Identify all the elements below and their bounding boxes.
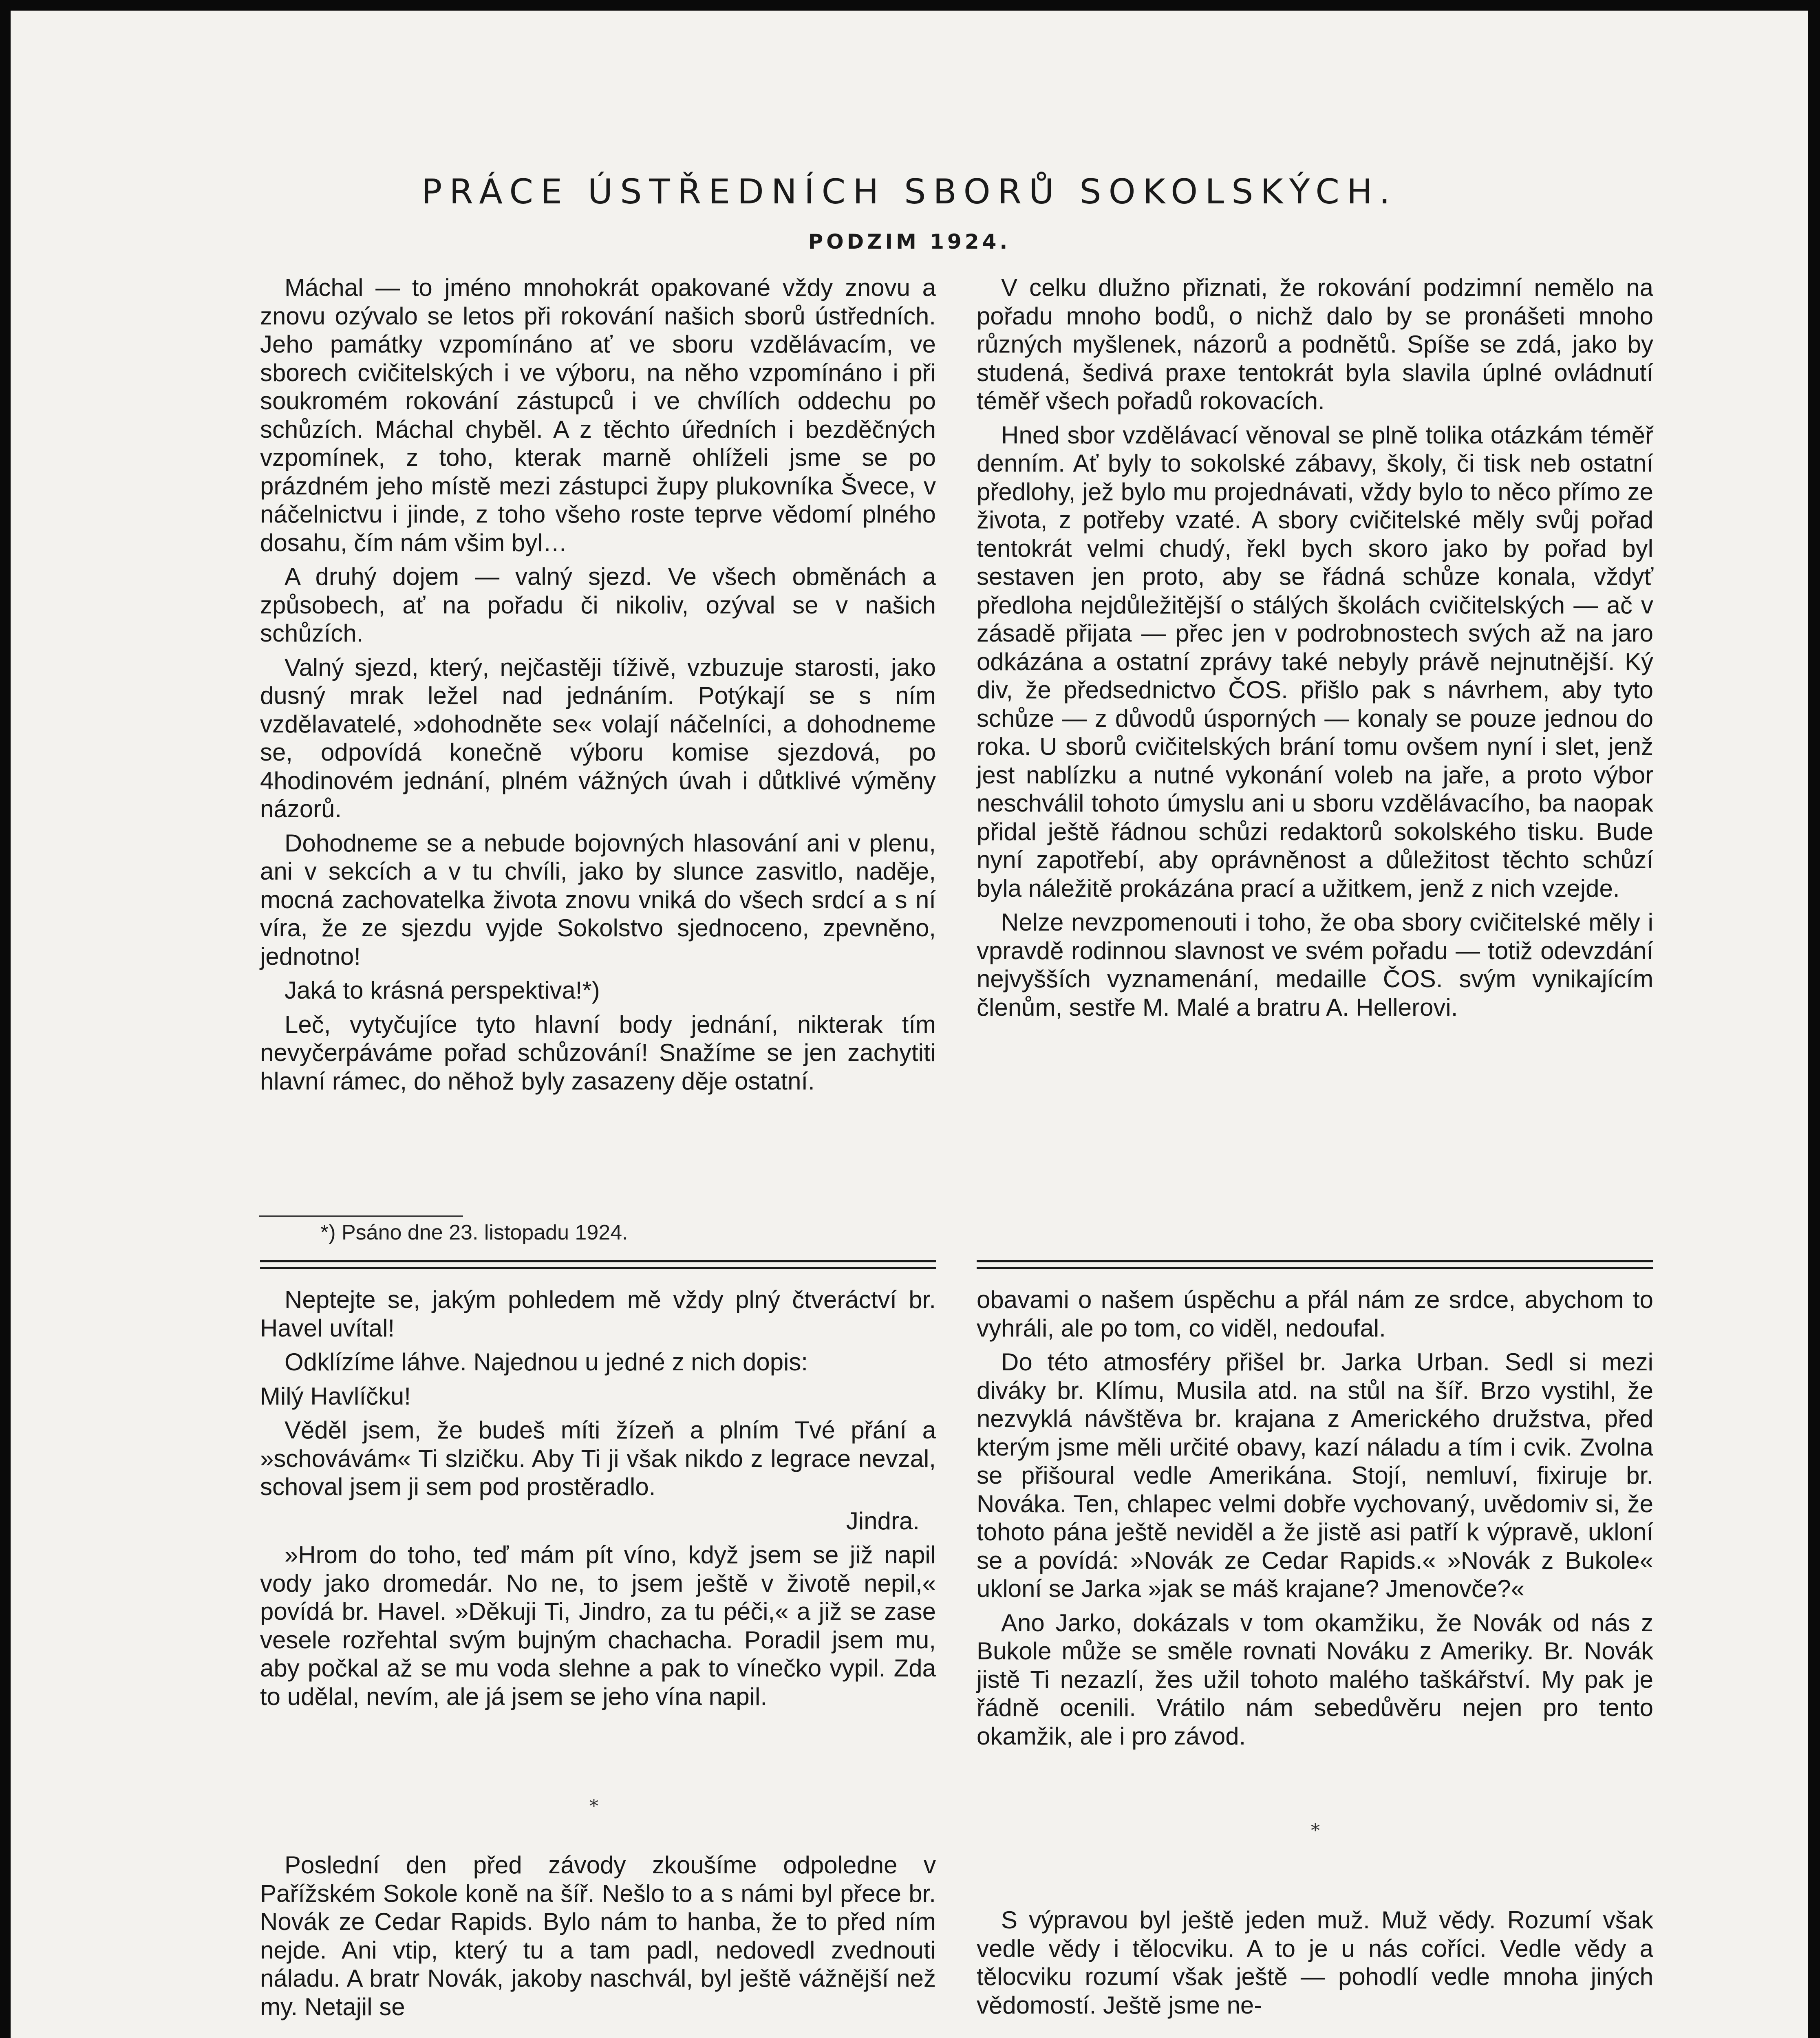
letter-signature: Jindra. bbox=[846, 1507, 920, 1535]
paragraph: »Hrom do toho, teď mám pít víno, když jsem se již napil vody jako dromedár. No ne, to jsem ještě v životě nepil,« povídá br. Havel. »Děkuji Ti, Jindro, za tu péči,« a již se zase vesele rozřehtal svým bujným chachacha. Poradil jsem mu, aby počkal až se mu voda slehne a pak to vínečko vypil. Zda to udělal, nevím, ale já jsem se jeho vína napil. bbox=[260, 1541, 936, 1710]
section-divider-right-bottom bbox=[977, 1267, 1653, 1269]
section-asterisk: * bbox=[1311, 1820, 1320, 1841]
paragraph: Hned sbor vzdělávací věnoval se plně tolika otázkám téměř denním. Ať byly to sokolské zábavy, školy, či tisk neb ostatní předlohy, jež bylo mu projednávati, vždy bylo to něco přímo ze života, z potřeby vzaté. A sbory cvičitelské měly svůj pořad tentokrát velmi chudý, řekl bych skoro jako by pořad byl sestaven jen proto, aby se řádná schůze konala, vždyť předloha nejdůležitější o stálých školách cvičitelských — ač v zásadě přijata — přec jen v podrobnostech svých až na jaro odkázána a ostatní zprávy také nebyly právě nejnutnější. Ký div, že předsednictvo ČOS. přišlo pak s návrhem, aby tyto schůze — z důvodů úsporných — konaly se pouze jednou do roka. U sborů cvičitelských brání tomu ovšem nyní i slet, jenž jest nablízku a nutné vykonání voleb na jaře, a proto výbor neschválil tohoto úmyslu ani u sboru vzdělávacího, ba naopak přidal ještě řádnou schůzi redaktorů sokolského tisku. Bude nyní zapotřebí, aby oprávněnost a důležitost těchto schůzí byla náležitě prokázána prací a užitkem, jenž z nich vzejde. bbox=[977, 421, 1653, 902]
article1-right-column bbox=[977, 273, 1653, 1027]
article1-left-column bbox=[260, 273, 936, 1101]
letter-greeting: Milý Havlíčku! bbox=[260, 1382, 411, 1410]
section-divider-left-bottom bbox=[260, 1267, 936, 1269]
paragraph: obavami o našem úspěchu a přál nám ze srdce, abychom to vyhráli, ale po tom, co viděl, nedoufal. bbox=[977, 1286, 1653, 1342]
paragraph: Nelze nevzpomenouti i toho, že oba sbory cvičitelské měly i vpravdě rodinnou slavnost ve svém pořadu — totiž odevzdání nejvyšších vyznamenání, medaille ČOS. svým vynikajícím členům, sestře M. Malé a bratru A. Hellerovi. bbox=[977, 909, 1653, 1021]
article2-right-column bbox=[977, 1286, 1653, 1756]
paragraph: Dohodneme se a nebude bojovných hlasování ani v plenu, ani v sekcích a v tu chvíli, jako by slunce zasvitlo, naděje, mocná zachovatelka života znovu vniká do všech srdcí a s ní víra, že ze sjezdu vyjde Sokolstvo sjednoceno, zpevněno, jednotno! bbox=[260, 829, 936, 970]
article2-right-column-continued bbox=[977, 1906, 1653, 2025]
section-divider-left-top bbox=[260, 1260, 936, 1262]
paragraph: S výpravou byl ještě jeden muž. Muž vědy. Rozumí však vedle vědy i tělocviku. A to je u nás coříci. Vedle vědy a tělocviku rozumí však ještě — pohodlí vedle mnoha jiných vědomostí. Ještě jsme ne- bbox=[977, 1906, 1653, 2019]
paragraph: Poslední den před závody zkoušíme odpoledne v Pařížském Sokole koně na šíř. Nešlo to a s námi byl přece br. Novák ze Cedar Rapids. Bylo nám to hanba, že to před ním nejde. Ani vtip, který tu a tam padl, nedovedl zvednouti náladu. A bratr Novák, jakoby naschvál, byl ještě vážnější než my. Netajil se bbox=[260, 1851, 936, 2020]
paragraph: Neptejte se, jakým pohledem mě vždy plný čtveráctví br. Havel uvítal! bbox=[260, 1286, 936, 1342]
letter-body: Věděl jsem, že budeš míti žízeň a plním Tvé přání a »schovávám« Ti slzičku. Aby Ti ji však nikdo z legrace nevzal, schoval jsem ji sem pod prostěradlo. bbox=[260, 1416, 936, 1500]
paragraph: Do této atmosféry přišel br. Jarka Urban. Sedl si mezi diváky br. Klímu, Musila atd. na stůl na šíř. Brzo vystihl, že nezvyklá návštěva br. krajana z Amerického družstva, před kterým jsme měli určité obavy, kazí náladu a tím i cvik. Zvolna se přišoural vedle Amerikána. Stojí, nemluví, fixiruje br. Nováka. Ten, chlapec velmi dobře vychovaný, uvědomiv si, že tohoto pána ještě neviděl a že jistě asi patří k výpravě, ukloní se a povídá: »Novák ze Cedar Rapids.« »Novák z Bukole« ukloní se Jarka »jak se máš krajane? Jmenovče?« bbox=[977, 1348, 1653, 1602]
paragraph: Valný sjezd, který, nejčastěji tíživě, vzbuzuje starosti, jako dusný mrak ležel nad jednáním. Potýkají se s ním vzdělavatelé, »dohodněte se« volají náčelníci, a dohodneme se, odpovídá konečně výboru komise sjezdová, po 4hodinovém jednání, plném vážných úvah i důtklivé výměny názorů. bbox=[260, 653, 936, 823]
section-asterisk: * bbox=[589, 1796, 598, 1817]
paragraph: V celku dlužno přiznati, že rokování podzimní nemělo na pořadu mnoho bodů, o nichž dalo by se pronášeti mnoho různých myšlenek, názorů a podnětů. Spíše se zdá, jako by studená, šedivá praxe tentokrát byla slavila úplné ovládnutí téměř všech pořadů rokovacích. bbox=[977, 274, 1653, 415]
paragraph: Odklízíme láhve. Najednou u jedné z nich dopis: bbox=[285, 1348, 808, 1376]
article2-left-column bbox=[260, 1286, 936, 1716]
paragraph: A druhý dojem — valný sjezd. Ve všech obměnách a způsobech, ať na pořadu či nikoliv, ozýval se v našich schůzích. bbox=[260, 563, 936, 647]
footnote: *) Psáno dne 23. listopadu 1924. bbox=[320, 1221, 628, 1244]
paragraph: Jaká to krásná perspektiva!*) bbox=[285, 977, 600, 1004]
paragraph: Leč, vytyčujíce tyto hlavní body jednání, nikterak tím nevyčerpáváme pořad schůzování! Snažíme se jen zachytiti hlavní rámec, do něhož byly zasazeny děje ostatní. bbox=[260, 1010, 936, 1095]
footnote-divider bbox=[259, 1215, 463, 1217]
section-divider-right-top bbox=[977, 1260, 1653, 1262]
paragraph: Máchal — to jméno mnohokrát opakované vždy znovu a znovu ozývalo se letos při rokování našich sborů ústředních. Jeho památky vzpomínáno ať ve sboru vzdělávacím, ve sborech cvičitelských i ve výboru, na něho vzpomínáno i při soukromém rokování zástupců i ve chvílích oddechu po schůzích. Máchal chyběl. A z těchto úředních i bezděčných vzpomínek, z toho, kterak marně ohlíželi jsme se po prázdném jeho místě mezi zástupci župy plukovníka Švece, v náčelnictvu i jinde, z toho všeho roste teprve vědomí plného dosahu, čím nám všim byl… bbox=[260, 274, 936, 556]
article-subtitle: PODZIM 1924. bbox=[808, 230, 1011, 254]
article2-left-column-continued bbox=[260, 1851, 936, 2027]
paragraph: Ano Jarko, dokázals v tom okamžiku, že Novák od nás z Bukole může se směle rovnati Nováku z Ameriky. Br. Novák jistě Ti nezazlí, žes užil tohoto malého taškářství. My pak je řádně ocenili. Vrátilo nám sebedůvěru nejen pro tento okamžik, ale i pro závod. bbox=[977, 1609, 1653, 1750]
article-title: PRÁCE ÚSTŘEDNÍCH SBORŮ SOKOLSKÝCH. bbox=[421, 172, 1398, 212]
page bbox=[11, 11, 1808, 2038]
